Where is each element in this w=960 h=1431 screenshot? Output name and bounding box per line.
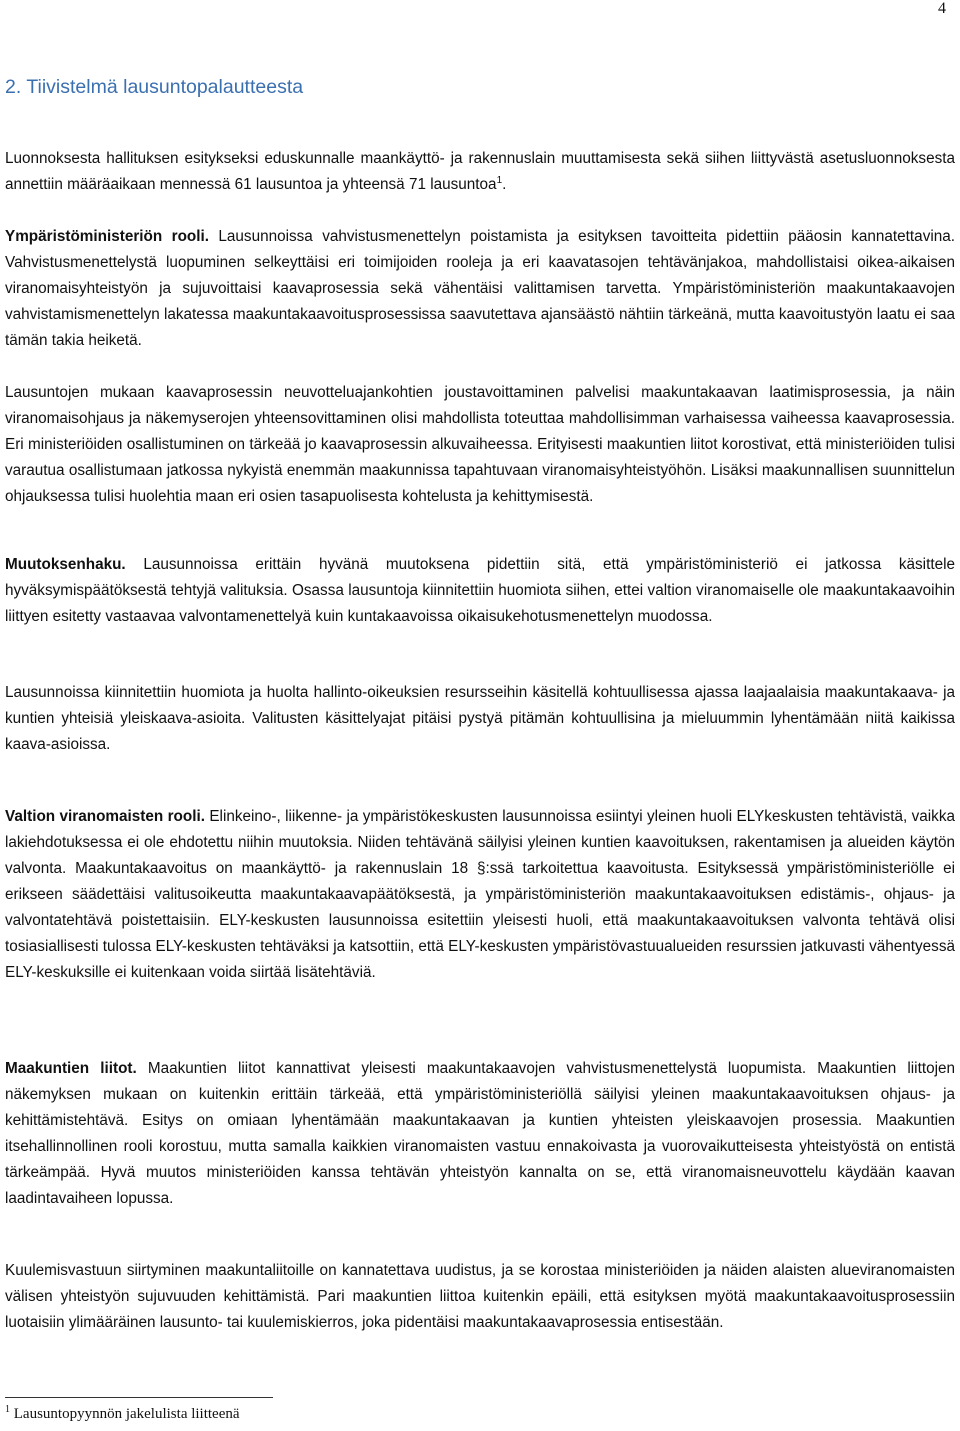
footnote-reference: 1	[496, 174, 503, 186]
footnote-text: Lausuntopyynnön jakelulista liitteenä	[10, 1406, 240, 1422]
paragraph-lead: Muutoksenhaku.	[5, 556, 126, 573]
paragraph-ministry-role	[5, 224, 955, 354]
footnote-number: 1	[5, 1404, 10, 1415]
intro-paragraph	[5, 146, 955, 198]
paragraph-text: Lausuntojen mukaan kaavaprosessin neuvotteluajankohtien joustavoittaminen palvelisi maakuntakaavan laatimisprosessia, ja näin viranomaisohjaus ja näkemyserojen yhteensovittaminen olisi mahdollista toteuttaa mahdollisimman varhaisessa vaiheessa kaavaprosessia. Eri ministeriöiden osallistuminen on tärkeää jo kaavaprosessin alkuvaiheessa. Erityisesti maakuntien liitot korostivat, että ministeriöiden tulisi varautua osallistumaan jatkossa nykyistä enemmän maakunnissa tapahtuvaan viranomaisyhteistyöhön. Lisäksi maakunnallisen suunnittelun ohjauksessa tulisi huolehtia maan eri osien tasapuolisesta kohtelusta ja kehittymisestä.	[5, 384, 955, 505]
paragraph-text: Kuulemisvastuun siirtyminen maakuntaliitoille on kannatettava uudistus, ja se korostaa ministeriöiden ja näiden alaisten alueviranomaisten välisen yhteistyön sujuvuuden kehittämistä. Pari maakuntien liittoa kuitenkin epäili, että esityksen myötä maakuntakaavoitusprosessiin luotaisiin ylimääräinen lausunto- tai kuulemiskierros, joka pidentäisi maakuntakaavaprosessia entisestään.	[5, 1262, 955, 1331]
paragraph-text: Lausunnoissa erittäin hyvänä muutoksena pidettiin sitä, että ympäristöministeriö ei jatkossa käsittele hyväksymispäätöksestä tehtyjä valituksia. Osassa lausuntoja kiinnitettiin huomiota siihen, ettei valtion viranomaiselle ole maakuntakaavoihin liittyen esitetty vastaavaa valvontamenettelyä kuin kuntakaavoissa oikaisukehotusmenettelyn muodossa.	[5, 556, 955, 625]
section-heading: 2. Tiivistelmä lausuntopalautteesta	[5, 76, 304, 98]
page-number: 4	[938, 0, 946, 17]
paragraph-text: Lausunnoissa kiinnitettiin huomiota ja huolta hallinto-oikeuksien resursseihin käsitellä kohtuullisessa ajassa laajaalaisia maakuntakaava- ja kuntien yhteisiä yleiskaava-asioita. Valitusten käsittelyajat pitäisi pystyä pitämän kohtuullisina ja mieluummin lyhentämään niitä kaikissa kaava-asioissa.	[5, 684, 955, 753]
paragraph-text: Lausunnoissa vahvistusmenettelyn poistamista ja esityksen tavoitteita pidettiin pääosin kannatettavina. Vahvistusmenettelystä luopuminen selkeyttäisi eri toimijoiden rooleja ja eri kaavatasojen tehtävänjakoa, mahdollistaisi oikea-aikaisen viranomaisyhteistyön ja sujuvoittaisi kaavaprosessia sekä vähentäisi valittamisen tarvetta. Ympäristöministeriön maakuntakaavojen vahvistamismenettelyn lakatessa maakuntakaavoitusprosessissa saavutettava ajansäästö nähtiin tärkeänä, mutta kaavoitustyön laatu ei saa tämän takia heiketä.	[5, 228, 956, 349]
paragraph-lead: Maakuntien liitot.	[5, 1060, 137, 1077]
footnote	[5, 1406, 240, 1423]
paragraph-lead: Valtion viranomaisten rooli.	[5, 808, 205, 825]
paragraph-lead: Ympäristöministeriön rooli.	[5, 228, 210, 245]
paragraph-text: Maakuntien liitot kannattivat yleisesti maakuntakaavojen vahvistusmenettelystä luopumista. Maakuntien liittojen näkemyksen mukaan on kuitenkin erittäin tärkeää, että ympäristöministeriöllä säilyisi yleinen maakuntakaavoituksen ohjaus- ja kehittämistehtävä. Esitys on omiaan lyhentämään maakuntakaavan ja kuntien yhteisten yleiskaavojen prosessia. Maakuntien itsehallinnollinen rooli korostuu, mutta samalla kaikkien viranomaisten vastuu ennakoivasta ja vuorovaikutteisesta yhteistyöstä on entistä tärkeämpää. Hyvä muutos ministeriöiden kanssa tehtävän yhteistyön kannalta on se, että viranomaisneuvottelu käydään kaavan laadintavaiheen lopussa.	[5, 1060, 955, 1207]
paragraph-text: Elinkeino-, liikenne- ja ympäristökeskusten lausunnoissa esiintyi yleinen huoli ELYkeskusten tehtävistä, vaikka lakiehdotuksessa ei ole ehdotettu niihin muutoksia. Niiden tehtävänä säilyisi yleinen kuntien kaavoituksen, rakentamisen ja alueiden käytön valvonta. Maakuntakaavoitus on maankäyttö- ja rakennuslain 18 §:ssä tarkoitettua kaavoitusta. Esityksessä ympäristöministeriölle ei erikseen säädettäisi valitusoikeutta maakuntakaavapäätöksestä, ja ympäristöministeriön maakuntakaavoituksen edistämis-, ohjaus- ja valvontatehtävä poistettaisiin. ELY-keskusten lausunnoissa esitettiin yleisesti huoli, että maakuntakaavoituksen valvonta tehtävä olisi tosiasiallisesti tulossa ELY-keskusten tehtäväksi ja katsottiin, että ELY-keskusten ympäristövastuualueiden resurssien jatkuvasti vähentyessä ELY-keskuksille ei kuitenkaan voida siirtää lisätehtäviä.	[5, 808, 955, 981]
intro-end: .	[502, 176, 507, 193]
paragraph-statements	[5, 380, 955, 510]
intro-text: Luonnoksesta hallituksen esitykseksi eduskunnalle maankäyttö- ja rakennuslain muuttamisesta sekä siihen liittyvästä asetusluonnoksesta annettiin määräaikaan mennessä 61 lausuntoa ja yhteensä 71 lausuntoa	[5, 150, 955, 193]
paragraph-consultation	[5, 1258, 955, 1336]
paragraph-courts	[5, 680, 955, 758]
paragraph-appeals	[5, 552, 955, 630]
paragraph-state-authorities	[5, 804, 955, 986]
footnote-divider	[5, 1397, 273, 1398]
paragraph-regional-councils	[5, 1056, 955, 1212]
